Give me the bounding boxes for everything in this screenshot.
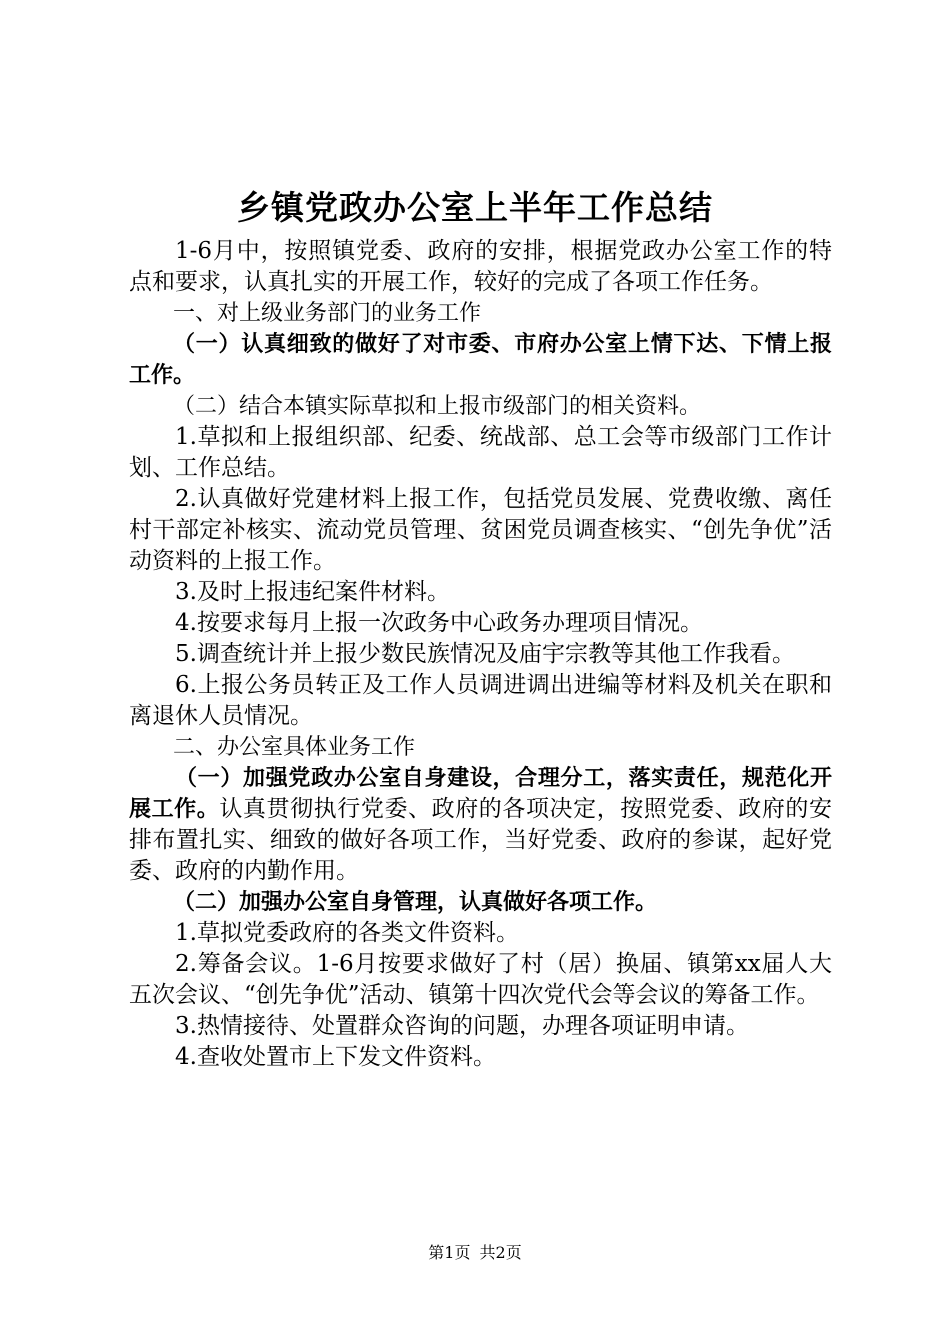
list-item: 2.筹备会议。1-6月按要求做好了村（居）换届、镇第xx届人大五次会议、“创先争优”活动、镇第十四次党代会等会议的筹备工作。: [129, 951, 832, 1008]
list-item: 2.认真做好党建材料上报工作，包括党员发展、党费收缴、离任村干部定补核实、流动党员管理、贫困党员调查核实、“创先争优”活动资料的上报工作。: [129, 486, 832, 574]
section-heading-2: 二、办公室具体业务工作: [173, 735, 416, 760]
subsection-heading-1-2: （二）结合本镇实际草拟和上报市级部门的相关资料。: [173, 394, 702, 419]
subsection-heading-2-2: （二）加强办公室自身管理，认真做好各项工作。: [173, 890, 658, 915]
list-item: 1.草拟党委政府的各类文件资料。: [175, 920, 519, 946]
list-item: 4.查收处置市上下发文件资料。: [175, 1044, 496, 1070]
section-heading-1: 一、对上级业务部门的业务工作: [173, 301, 482, 326]
document-title: 乡镇党政办公室上半年工作总结: [237, 188, 713, 227]
list-item: 5.调查统计并上报少数民族情况及庙宇宗教等其他工作我看。: [175, 641, 795, 667]
paragraph-text: 认真贯彻执行党委、政府的各项决定，按照党委、政府的安排布置扎实、细致的做好各项工作，当好党委、政府的参谋，起好党委、政府的内勤作用。: [129, 796, 832, 884]
list-item: 1.草拟和上报组织部、纪委、统战部、总工会等市级部门工作计划、工作总结。: [129, 424, 832, 481]
list-item: 3.及时上报违纪案件材料。: [175, 579, 450, 605]
subsection-heading-2-1: （一）加强党政办公室自身建设，合理分工，落实责任，规范化开展工作。: [129, 766, 832, 822]
paragraph-intro: 1-6月中，按照镇党委、政府的安排，根据党政办公室工作的特点和要求，认真扎实的开展工作，较好的完成了各项工作任务。: [129, 238, 832, 295]
list-item: 3.热情接待、处置群众咨询的问题，办理各项证明申请。: [175, 1013, 749, 1039]
document-body: [129, 236, 832, 1073]
list-item: 4.按要求每月上报一次政务中心政务办理项目情况。: [175, 610, 703, 636]
page-total: 共2页: [479, 1243, 522, 1262]
list-item: 6.上报公务员转正及工作人员调进调出进编等材料及机关在职和离退休人员情况。: [129, 672, 832, 729]
subsection-heading-1-1: （一）认真细致的做好了对市委、市府办公室上情下达、下情上报工作。: [129, 332, 832, 388]
page-footer: [0, 1241, 950, 1265]
page-number: 第1页: [428, 1243, 471, 1262]
